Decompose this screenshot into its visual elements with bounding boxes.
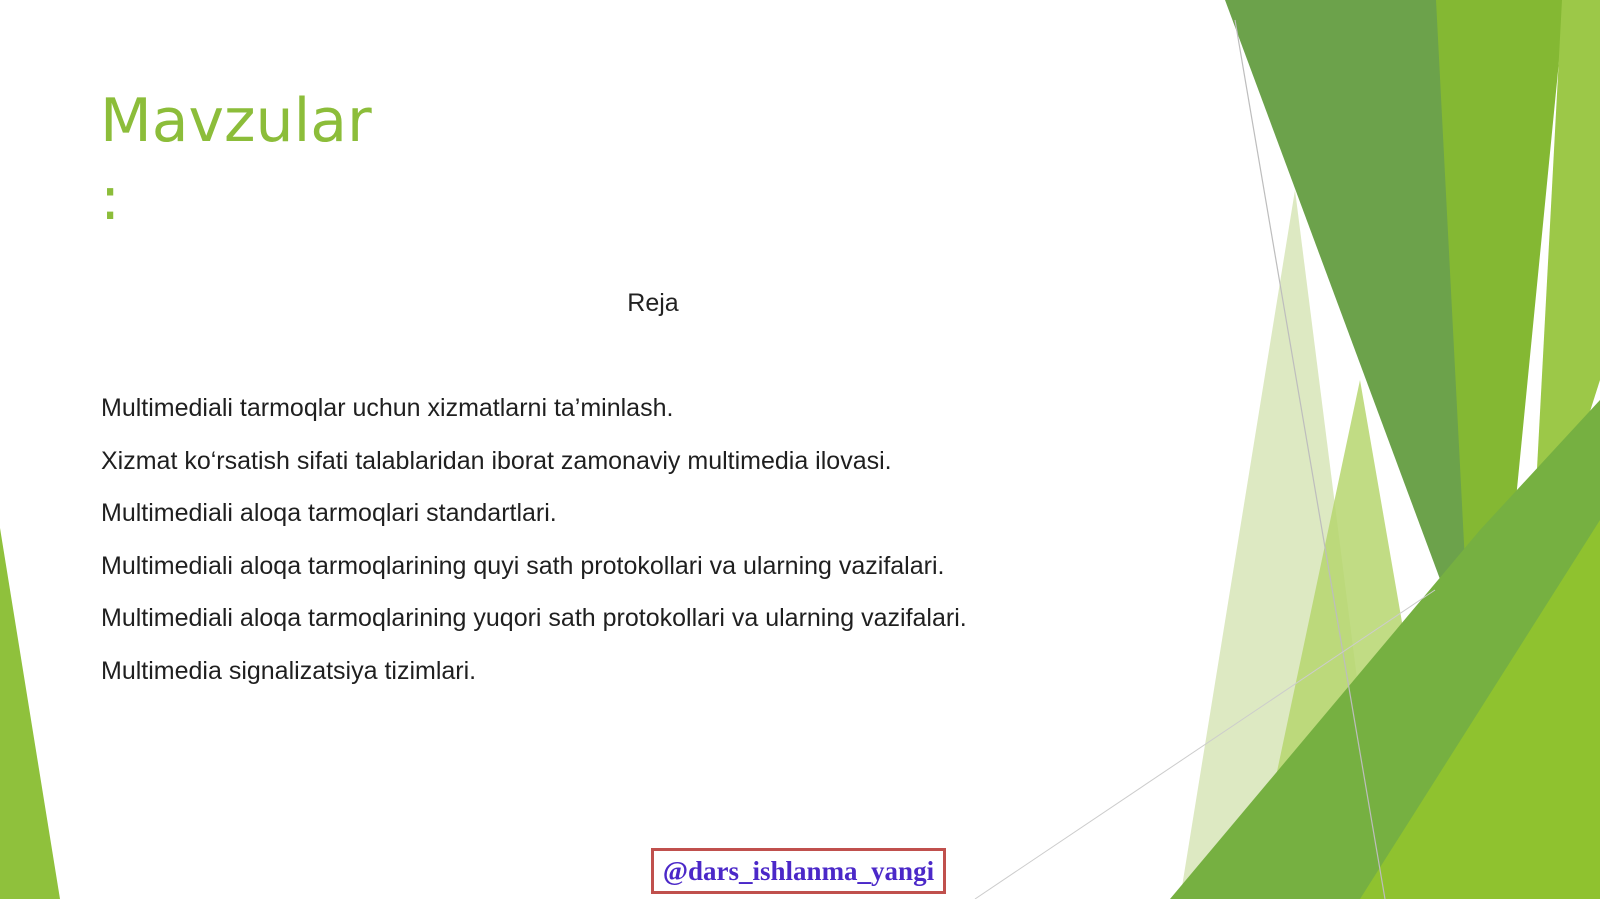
topic-item: Multimedia signalizatsiya tizimlari. xyxy=(101,656,477,685)
channel-watermark: @dars_ishlanma_yangi xyxy=(651,848,946,894)
topic-item: Multimediali aloqa tarmoqlarining quyi sath protokollari va ularning vazifalari. xyxy=(101,551,945,580)
slide-title: Mavzular : xyxy=(100,86,372,234)
plan-heading: Reja xyxy=(627,289,679,317)
topic-item: Multimediali aloqa tarmoqlari standartlari. xyxy=(101,499,557,527)
topic-list xyxy=(101,392,967,707)
topic-item: Xizmat ko‘rsatish sifati talablaridan iborat zamonaviy multimedia ilovasi. xyxy=(101,446,892,475)
left-green-sliver xyxy=(0,528,60,899)
topic-item: Multimediali aloqa tarmoqlarining yuqori sath protokollari va ularning vazifalari. xyxy=(101,604,967,632)
topic-item: Multimediali tarmoqlar uchun xizmatlarni ta’minlash. xyxy=(101,394,674,422)
